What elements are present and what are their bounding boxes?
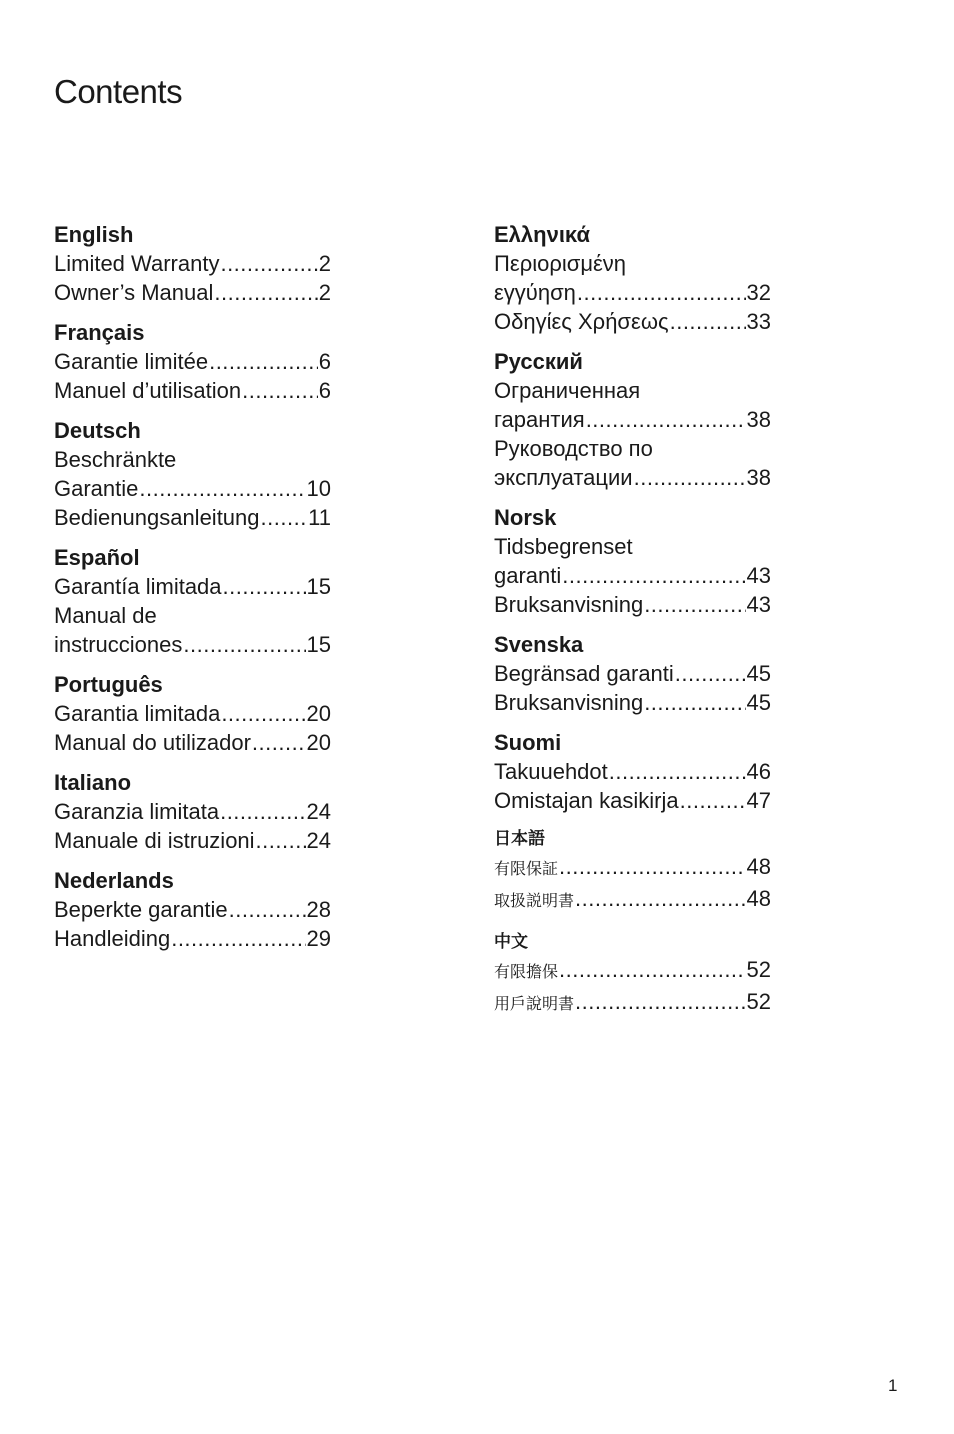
entry-label: garanti [494, 563, 562, 588]
dot-leader [220, 249, 317, 278]
entry-page-number: 38 [746, 465, 771, 490]
entry-label: Bedienungsanleitung [54, 505, 260, 530]
dot-leader [139, 474, 305, 503]
entry-label: instrucciones [54, 632, 183, 657]
dot-leader [680, 786, 746, 815]
entry-row [494, 463, 771, 492]
entry-label: Manual do utilizador [54, 730, 251, 755]
dot-leader [209, 347, 318, 376]
dot-leader [675, 659, 746, 688]
toc-entry[interactable] [494, 434, 771, 492]
entry-row [54, 474, 331, 503]
entry-label: 取扱説明書 [494, 893, 575, 910]
toc-entry[interactable] [494, 688, 771, 717]
entry-page-number: 46 [746, 759, 771, 784]
dot-leader [256, 826, 306, 855]
entry-label: Manuel d’utilisation [54, 378, 242, 403]
language-heading: Italiano [54, 770, 132, 795]
entry-label: εγγύηση [494, 280, 576, 305]
dot-leader [586, 405, 746, 434]
entry-label: Handleiding [54, 926, 171, 951]
entry-label: 有限保証 [494, 861, 559, 878]
language-heading: 中文 [494, 932, 528, 951]
entry-page-number: 24 [306, 828, 331, 853]
toc-entry[interactable] [54, 895, 331, 924]
toc-entry[interactable] [494, 307, 771, 336]
entry-label-line: Beschränkte [54, 447, 177, 472]
language-heading: Português [54, 672, 163, 697]
toc-entry[interactable] [494, 955, 771, 987]
entry-page-number: 48 [746, 886, 771, 911]
entry-page-number: 24 [306, 799, 331, 824]
language-heading: Español [54, 545, 140, 570]
entry-label: Garantie limitée [54, 349, 209, 374]
entry-row [54, 376, 331, 405]
toc-entry[interactable] [54, 699, 331, 728]
entry-page-number: 6 [318, 378, 331, 403]
toc-entry[interactable] [54, 601, 331, 659]
toc-entry[interactable] [54, 503, 331, 532]
language-heading: Norsk [494, 505, 557, 530]
entry-row [494, 757, 771, 786]
entry-label: Bruksanvisning [494, 690, 644, 715]
toc-entry[interactable] [494, 590, 771, 619]
toc-column-left [54, 220, 331, 964]
entry-row [54, 347, 331, 376]
dot-leader [644, 590, 745, 619]
entry-page-number: 45 [746, 661, 771, 686]
toc-entry[interactable] [54, 826, 331, 855]
toc-section [494, 929, 771, 1019]
entry-page-number: 29 [306, 926, 331, 951]
entry-label-line: Manual de [54, 603, 157, 628]
entry-row [494, 561, 771, 590]
toc-entry[interactable] [54, 445, 331, 503]
dot-leader [609, 757, 746, 786]
entry-page-number: 2 [318, 280, 331, 305]
entry-row [54, 699, 331, 728]
entry-page-number: 43 [746, 563, 771, 588]
entry-page-number: 15 [306, 632, 331, 657]
entry-row [54, 630, 331, 659]
toc-section [494, 503, 771, 619]
toc-entry[interactable] [494, 249, 771, 307]
entry-row [494, 852, 771, 884]
entry-label: Begränsad garanti [494, 661, 674, 686]
toc-section [494, 220, 771, 336]
entry-page-number: 2 [318, 251, 331, 276]
language-heading: Français [54, 320, 145, 345]
entry-page-number: 20 [306, 730, 331, 755]
language-heading: Svenska [494, 632, 584, 657]
entry-label: гарантия [494, 407, 585, 432]
entry-page-number: 20 [306, 701, 331, 726]
toc-entry[interactable] [54, 572, 331, 601]
entry-row [54, 249, 331, 278]
language-heading: Ελληνικά [494, 222, 590, 247]
entry-row [494, 987, 771, 1019]
language-heading: Nederlands [54, 868, 174, 893]
entry-row [494, 307, 771, 336]
dot-leader [634, 463, 746, 492]
toc-entry[interactable] [494, 786, 771, 815]
toc-section [54, 670, 331, 757]
dot-leader [575, 987, 746, 1016]
entry-label: 有限擔保 [494, 964, 559, 981]
entry-label: Owner’s Manual [54, 280, 214, 305]
entry-label-line: Περιορισμένη [494, 251, 627, 276]
dot-leader [242, 376, 318, 405]
entry-page-number: 45 [746, 690, 771, 715]
dot-leader [252, 728, 306, 757]
language-heading: 日本語 [494, 829, 545, 848]
dot-leader [670, 307, 746, 336]
entry-label: Omistajan kasikirja [494, 788, 679, 813]
toc-column-right [494, 220, 771, 1032]
entry-page-number: 15 [306, 574, 331, 599]
dot-leader [183, 630, 305, 659]
dot-leader [223, 572, 306, 601]
entry-label: Takuuehdot [494, 759, 608, 784]
entry-page-number: 10 [306, 476, 331, 501]
entry-page-number: 52 [746, 989, 771, 1014]
toc-entry[interactable] [494, 659, 771, 688]
toc-section [54, 220, 331, 307]
entry-page-number: 11 [308, 505, 331, 530]
dot-leader [229, 895, 306, 924]
entry-label: эксплуатации [494, 465, 633, 490]
toc-section [54, 866, 331, 953]
entry-label-line: Ограниченная [494, 378, 641, 403]
dot-leader [221, 699, 305, 728]
toc-section [54, 768, 331, 855]
entry-page-number: 33 [746, 309, 771, 334]
language-heading: Русский [494, 349, 583, 374]
entry-label: Garantia limitada [54, 701, 221, 726]
dot-leader [220, 797, 305, 826]
toc-entry[interactable] [494, 852, 771, 884]
entry-label: Limited Warranty [54, 251, 220, 276]
entry-label: Garantía limitada [54, 574, 222, 599]
entry-page-number: 32 [746, 280, 771, 305]
entry-row [54, 826, 331, 855]
entry-row [54, 728, 331, 757]
entry-page-number: 48 [746, 854, 771, 879]
entry-page-number: 52 [746, 957, 771, 982]
language-heading: Suomi [494, 730, 562, 755]
toc-section [54, 318, 331, 405]
entry-label: Bruksanvisning [494, 592, 644, 617]
entry-row [494, 884, 771, 916]
entry-row [54, 503, 331, 532]
dot-leader [575, 884, 746, 913]
entry-row [54, 797, 331, 826]
toc-entry[interactable] [54, 347, 331, 376]
entry-row [54, 278, 331, 307]
entry-page-number: 47 [746, 788, 771, 813]
toc-entry[interactable] [494, 376, 771, 434]
dot-leader [562, 561, 745, 590]
toc-entry[interactable] [494, 757, 771, 786]
entry-label: 用戶說明書 [494, 996, 575, 1013]
dot-leader [559, 955, 746, 984]
toc-entry[interactable] [54, 376, 331, 405]
toc-section [494, 630, 771, 717]
entry-label-line: Руководство по [494, 436, 653, 461]
entry-page-number: 6 [318, 349, 331, 374]
toc-section [54, 543, 331, 659]
dot-leader [261, 503, 308, 532]
entry-row [54, 895, 331, 924]
entry-label: Οδηγίες Χρήσεως [494, 309, 669, 334]
entry-row [494, 955, 771, 987]
language-heading: Deutsch [54, 418, 141, 443]
toc-entry[interactable] [54, 924, 331, 953]
entry-label: Garanzia limitata [54, 799, 220, 824]
toc-section [494, 728, 771, 815]
entry-row [494, 786, 771, 815]
dot-leader [644, 688, 745, 717]
entry-label: Manuale di istruzioni [54, 828, 255, 853]
toc-section [494, 347, 771, 492]
dot-leader [577, 278, 746, 307]
entry-row [494, 688, 771, 717]
toc-entry[interactable] [494, 884, 771, 916]
toc-entry[interactable] [494, 987, 771, 1019]
toc-entry[interactable] [54, 249, 331, 278]
toc-entry[interactable] [54, 797, 331, 826]
entry-label: Garantie [54, 476, 139, 501]
dot-leader [171, 924, 305, 953]
entry-row [54, 572, 331, 601]
toc-entry[interactable] [54, 728, 331, 757]
entry-row [494, 278, 771, 307]
entry-row [494, 405, 771, 434]
entry-label: Beperkte garantie [54, 897, 228, 922]
page-title: Contents [54, 73, 183, 110]
dot-leader [214, 278, 317, 307]
entry-page-number: 38 [746, 407, 771, 432]
toc-section [54, 416, 331, 532]
entry-row [494, 659, 771, 688]
toc-section [494, 826, 771, 916]
language-heading: English [54, 222, 134, 247]
entry-page-number: 43 [746, 592, 771, 617]
entry-page-number: 28 [306, 897, 331, 922]
entry-row [54, 924, 331, 953]
toc-entry[interactable] [54, 278, 331, 307]
page-number: 1 [888, 1376, 898, 1395]
entry-row [494, 590, 771, 619]
toc-entry[interactable] [494, 532, 771, 590]
dot-leader [559, 852, 746, 881]
entry-label-line: Tidsbegrenset [494, 534, 633, 559]
